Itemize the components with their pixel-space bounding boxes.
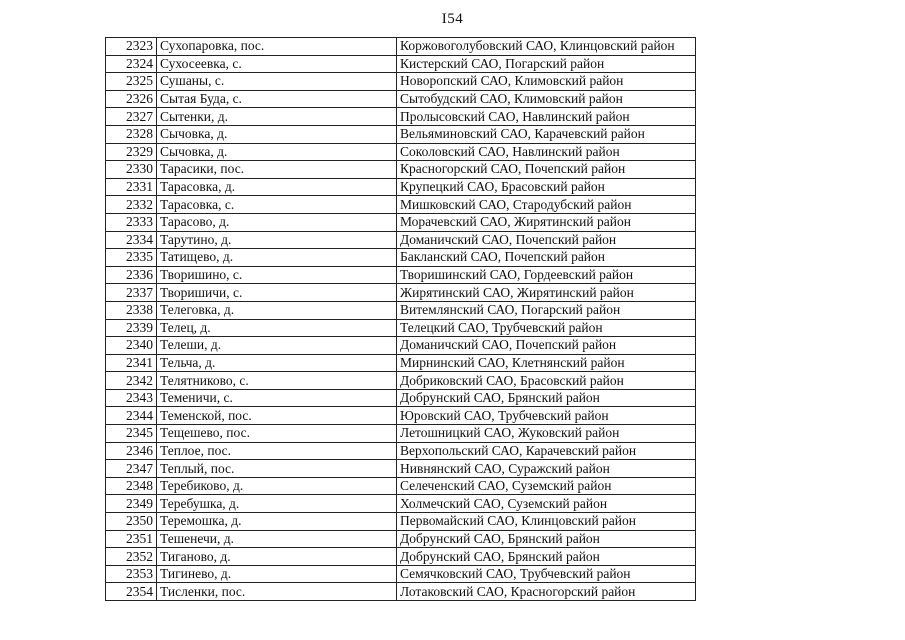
- table-row: [106, 583, 696, 601]
- settlement-name-cell: Теремошка, д.: [157, 513, 397, 531]
- settlement-name-cell: Сухопаровка, пос.: [157, 38, 397, 56]
- settlement-name-cell: Сушаны, с.: [157, 73, 397, 91]
- table-row: [106, 548, 696, 566]
- administration-cell: Юровский САО, Трубчевский район: [397, 407, 696, 425]
- row-number-cell: 2348: [106, 477, 157, 495]
- settlement-name-cell: Творишино, с.: [157, 266, 397, 284]
- settlement-name-cell: Телеши, д.: [157, 337, 397, 355]
- administration-cell: Коржовоголубовский САО, Клинцовский район: [397, 38, 696, 56]
- row-number-cell: 2339: [106, 319, 157, 337]
- row-number-cell: 2333: [106, 213, 157, 231]
- administration-cell: Жирятинский САО, Жирятинский район: [397, 284, 696, 302]
- row-number-cell: 2329: [106, 143, 157, 161]
- administration-cell: Первомайский САО, Клинцовский район: [397, 513, 696, 531]
- table-row: [106, 249, 696, 267]
- settlement-name-cell: Телеговка, д.: [157, 301, 397, 319]
- settlement-name-cell: Творишичи, с.: [157, 284, 397, 302]
- table-row: [106, 143, 696, 161]
- row-number-cell: 2323: [106, 38, 157, 56]
- administration-cell: Мирнинский САО, Клетнянский район: [397, 354, 696, 372]
- settlement-name-cell: Теменской, пос.: [157, 407, 397, 425]
- settlement-name-cell: Теплый, пос.: [157, 460, 397, 478]
- table-row: [106, 284, 696, 302]
- row-number-cell: 2335: [106, 249, 157, 267]
- row-number-cell: 2331: [106, 178, 157, 196]
- table-row: [106, 196, 696, 214]
- row-number-cell: 2351: [106, 530, 157, 548]
- settlement-name-cell: Сытая Буда, с.: [157, 90, 397, 108]
- settlement-name-cell: Сытенки, д.: [157, 108, 397, 126]
- settlement-name-cell: Тиганово, д.: [157, 548, 397, 566]
- settlement-name-cell: Сухосеевка, с.: [157, 55, 397, 73]
- settlement-name-cell: Тарутино, д.: [157, 231, 397, 249]
- administration-cell: Красногорский САО, Почепский район: [397, 161, 696, 179]
- table-row: [106, 495, 696, 513]
- settlements-table: [105, 37, 696, 601]
- table-row: [106, 513, 696, 531]
- administration-cell: Лотаковский САО, Красногорский район: [397, 583, 696, 601]
- table-row: [106, 108, 696, 126]
- table-row: [106, 407, 696, 425]
- settlement-name-cell: Сычовка, д.: [157, 143, 397, 161]
- table-row: [106, 425, 696, 443]
- administration-cell: Доманичский САО, Почепский район: [397, 231, 696, 249]
- row-number-cell: 2324: [106, 55, 157, 73]
- table-row: [106, 354, 696, 372]
- administration-cell: Доманичский САО, Почепский район: [397, 337, 696, 355]
- row-number-cell: 2342: [106, 372, 157, 390]
- table-row: [106, 161, 696, 179]
- administration-cell: Летошницкий САО, Жуковский район: [397, 425, 696, 443]
- administration-cell: Добриковский САО, Брасовский район: [397, 372, 696, 390]
- administration-cell: Кистерский САО, Погарский район: [397, 55, 696, 73]
- table-row: [106, 266, 696, 284]
- settlement-name-cell: Телец, д.: [157, 319, 397, 337]
- table-row: [106, 477, 696, 495]
- table-row: [106, 38, 696, 56]
- row-number-cell: 2327: [106, 108, 157, 126]
- administration-cell: Морачевский САО, Жирятинский район: [397, 213, 696, 231]
- administration-cell: Верхопольский САО, Карачевский район: [397, 442, 696, 460]
- table-row: [106, 231, 696, 249]
- administration-cell: Селеченский САО, Суземский район: [397, 477, 696, 495]
- administration-cell: Творишинский САО, Гордеевский район: [397, 266, 696, 284]
- row-number-cell: 2338: [106, 301, 157, 319]
- administration-cell: Вельяминовский САО, Карачевский район: [397, 125, 696, 143]
- table-row: [106, 90, 696, 108]
- row-number-cell: 2353: [106, 565, 157, 583]
- table-row: [106, 460, 696, 478]
- table-row: [106, 301, 696, 319]
- administration-cell: Новоропский САО, Климовский район: [397, 73, 696, 91]
- table-row: [106, 565, 696, 583]
- administration-cell: Сытобудский САО, Климовский район: [397, 90, 696, 108]
- page-number: I54: [441, 11, 464, 27]
- administration-cell: Добрунский САО, Брянский район: [397, 548, 696, 566]
- administration-cell: Добрунский САО, Брянский район: [397, 389, 696, 407]
- settlements-table-body: [106, 38, 696, 601]
- row-number-cell: 2344: [106, 407, 157, 425]
- row-number-cell: 2336: [106, 266, 157, 284]
- table-row: [106, 73, 696, 91]
- settlement-name-cell: Тарасово, д.: [157, 213, 397, 231]
- administration-cell: Пролысовский САО, Навлинский район: [397, 108, 696, 126]
- table-row: [106, 389, 696, 407]
- row-number-cell: 2330: [106, 161, 157, 179]
- row-number-cell: 2349: [106, 495, 157, 513]
- row-number-cell: 2346: [106, 442, 157, 460]
- settlement-name-cell: Сычовка, д.: [157, 125, 397, 143]
- row-number-cell: 2334: [106, 231, 157, 249]
- table-row: [106, 125, 696, 143]
- administration-cell: Добрунский САО, Брянский район: [397, 530, 696, 548]
- settlement-name-cell: Тарасовка, с.: [157, 196, 397, 214]
- settlement-name-cell: Теребиково, д.: [157, 477, 397, 495]
- row-number-cell: 2328: [106, 125, 157, 143]
- row-number-cell: 2352: [106, 548, 157, 566]
- table-row: [106, 442, 696, 460]
- table-row: [106, 178, 696, 196]
- table-row: [106, 530, 696, 548]
- settlement-name-cell: Тельча, д.: [157, 354, 397, 372]
- settlement-name-cell: Тарасики, пос.: [157, 161, 397, 179]
- row-number-cell: 2341: [106, 354, 157, 372]
- table-row: [106, 319, 696, 337]
- row-number-cell: 2343: [106, 389, 157, 407]
- administration-cell: Холмечский САО, Суземский район: [397, 495, 696, 513]
- administration-cell: Семячковский САО, Трубчевский район: [397, 565, 696, 583]
- settlement-name-cell: Тигинево, д.: [157, 565, 397, 583]
- settlement-name-cell: Теменичи, с.: [157, 389, 397, 407]
- administration-cell: Мишковский САО, Стародубский район: [397, 196, 696, 214]
- row-number-cell: 2347: [106, 460, 157, 478]
- table-row: [106, 372, 696, 390]
- row-number-cell: 2332: [106, 196, 157, 214]
- administration-cell: Нивнянский САО, Суражский район: [397, 460, 696, 478]
- row-number-cell: 2326: [106, 90, 157, 108]
- row-number-cell: 2350: [106, 513, 157, 531]
- settlement-name-cell: Теребушка, д.: [157, 495, 397, 513]
- administration-cell: Соколовский САО, Навлинский район: [397, 143, 696, 161]
- settlement-name-cell: Татищево, д.: [157, 249, 397, 267]
- settlement-name-cell: Тещешево, пос.: [157, 425, 397, 443]
- settlement-name-cell: Тарасовка, д.: [157, 178, 397, 196]
- row-number-cell: 2340: [106, 337, 157, 355]
- settlement-name-cell: Телятниково, с.: [157, 372, 397, 390]
- administration-cell: Бакланский САО, Почепский район: [397, 249, 696, 267]
- table-row: [106, 213, 696, 231]
- row-number-cell: 2325: [106, 73, 157, 91]
- administration-cell: Телецкий САО, Трубчевский район: [397, 319, 696, 337]
- table-row: [106, 337, 696, 355]
- table-row: [106, 55, 696, 73]
- settlement-name-cell: Тисленки, пос.: [157, 583, 397, 601]
- settlement-name-cell: Теплое, пос.: [157, 442, 397, 460]
- settlement-name-cell: Тешенечи, д.: [157, 530, 397, 548]
- administration-cell: Крупецкий САО, Брасовский район: [397, 178, 696, 196]
- row-number-cell: 2345: [106, 425, 157, 443]
- row-number-cell: 2354: [106, 583, 157, 601]
- administration-cell: Витемлянский САО, Погарский район: [397, 301, 696, 319]
- row-number-cell: 2337: [106, 284, 157, 302]
